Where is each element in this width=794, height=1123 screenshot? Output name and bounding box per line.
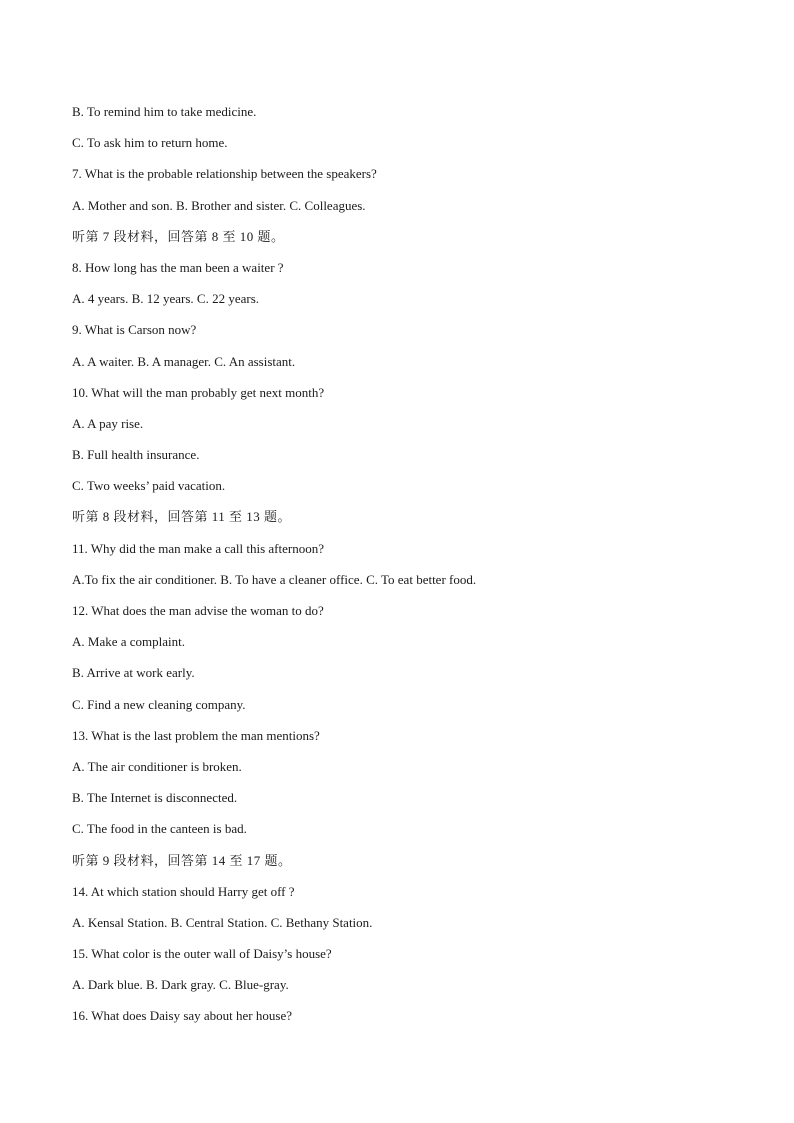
answer-option: C. The food in the canteen is bad.: [72, 821, 247, 837]
answer-option: A. Kensal Station. B. Central Station. C. Bethany Station.: [72, 914, 373, 930]
answer-option: C. Find a new cleaning company.: [72, 696, 246, 712]
answer-option: A.To fix the air conditioner. B. To have a cleaner office. C. To eat better food.: [72, 571, 477, 587]
answer-option: A. A pay rise.: [72, 415, 144, 431]
answer-option: A. The air conditioner is broken.: [72, 758, 242, 774]
question-text: 9. What is Carson now?: [72, 322, 197, 338]
answer-option: A. A waiter. B. A manager. C. An assistant.: [72, 353, 296, 369]
answer-option: B. Arrive at work early.: [72, 665, 195, 681]
answer-option: C. To ask him to return home.: [72, 135, 228, 151]
question-text: 7. What is the probable relationship between the speakers?: [72, 166, 377, 182]
answer-option: B. The Internet is disconnected.: [72, 790, 238, 806]
answer-option: B. To remind him to take medicine.: [72, 104, 257, 119]
question-text: 12. What does the man advise the woman to do?: [72, 603, 324, 618]
answer-option: A. 4 years. B. 12 years. C. 22 years.: [72, 291, 260, 307]
question-text: 16. What does Daisy say about her house?: [72, 1008, 292, 1024]
question-text: 10. What will the man probably get next month?: [72, 384, 325, 400]
section-heading: 听第 8 段材料，回答第 11 至 13 题。: [72, 509, 292, 525]
question-text: 8. How long has the man been a waiter ?: [72, 259, 284, 275]
section-heading: 听第 7 段材料，回答第 8 至 10 题。: [72, 228, 285, 244]
document-page: [72, 102, 732, 1038]
section-heading: 听第 9 段材料，回答第 14 至 17 题。: [72, 852, 292, 868]
question-text: 11. Why did the man make a call this afternoon?: [72, 540, 324, 556]
question-text: 14. At which station should Harry get off ?: [72, 883, 295, 899]
answer-option: A. Make a complaint.: [72, 634, 185, 650]
answer-option: B. Full health insurance.: [72, 447, 200, 463]
answer-option: A. Mother and son. B. Brother and sister. C. Colleagues.: [72, 197, 366, 213]
question-text: 15. What color is the outer wall of Daisy’s house?: [72, 946, 332, 962]
answer-option: A. Dark blue. B. Dark gray. C. Blue-gray.: [72, 977, 289, 993]
answer-option: C. Two weeks’ paid vacation.: [72, 478, 226, 494]
question-text: 13. What is the last problem the man mentions?: [72, 727, 320, 743]
